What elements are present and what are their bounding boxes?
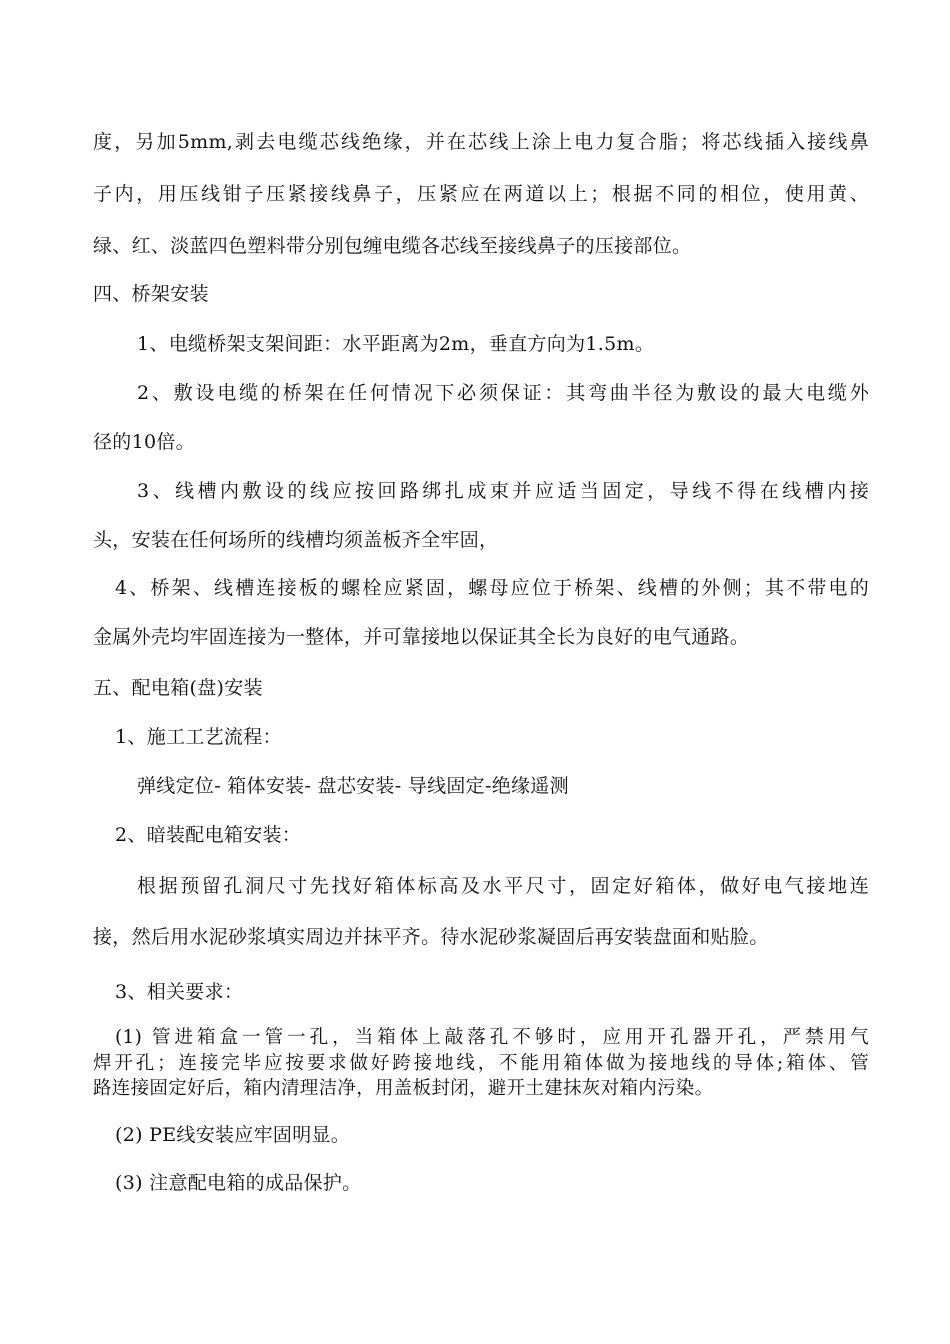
list-item: 3、线槽内敷设的线应按回路绑扎成束并应适当固定，导线不得在线槽内接 [137,480,869,502]
list-item-continuation: 头，安装在任何场所的线槽均须盖板齐全牢固， [93,529,499,551]
process-flow: 弹线定位- 箱体安装- 盘芯安装- 导线固定-绝缘遥测 [137,775,569,797]
requirement-item-continuation: 焊开孔；连接完毕应按要求做好跨接地线，不能用箱体做为接地线的导体;箱体、管 [93,1053,869,1074]
section-heading: 四、桥架安装 [93,283,209,305]
requirement-item-continuation: 路连接固定好后，箱内清理洁净，用盖板封闭，避开土建抹灰对箱内污染。 [93,1078,714,1099]
subsection-heading: 1、施工工艺流程： [115,726,282,748]
subsection-heading: 2、暗装配电箱安装： [115,824,302,846]
list-item: 1、电缆桥架支架间距：水平距离为2m，垂直方向为1.5m。 [137,333,655,355]
requirement-item: (2) PE线安装应牢固明显。 [115,1124,351,1146]
paragraph-line: 接，然后用水泥砂浆填实周边并抹平齐。待水泥砂浆凝固后再安装盘面和贴脸。 [93,926,769,948]
list-item-continuation: 金属外壳均牢固连接为一整体，并可靠接地以保证其全长为良好的电气通路。 [93,626,750,648]
requirement-item: (3) 注意配电箱的成品保护。 [115,1172,362,1194]
list-item-continuation: 径的10倍。 [93,431,195,453]
section-heading: 五、配电箱(盘)安装 [93,677,263,699]
subsection-heading: 3、相关要求： [115,981,244,1003]
list-item: 2、敷设电缆的桥架在任何情况下必须保证：其弯曲半径为敷设的最大电缆外 [137,382,869,404]
paragraph-line: 子内，用压线钳子压紧接线鼻子，压紧应在两道以上；根据不同的相位，使用黄、 [93,183,869,205]
list-item: 4、桥架、线槽连接板的螺栓应紧固，螺母应位于桥架、线槽的外侧；其不带电的 [115,577,869,599]
paragraph-line: 度，另加5mm,剥去电缆芯线绝缘，并在芯线上涂上电力复合脂；将芯线插入接线鼻 [93,131,869,153]
requirement-item: (1) 管进箱盒一管一孔，当箱体上敲落孔不够时，应用开孔器开孔，严禁用气 [115,1027,869,1048]
paragraph-line: 绿、红、淡蓝四色塑料带分别包缠电缆各芯线至接线鼻子的压接部位。 [93,235,692,257]
paragraph-line: 根据预留孔洞尺寸先找好箱体标高及水平尺寸，固定好箱体，做好电气接地连 [137,875,869,897]
